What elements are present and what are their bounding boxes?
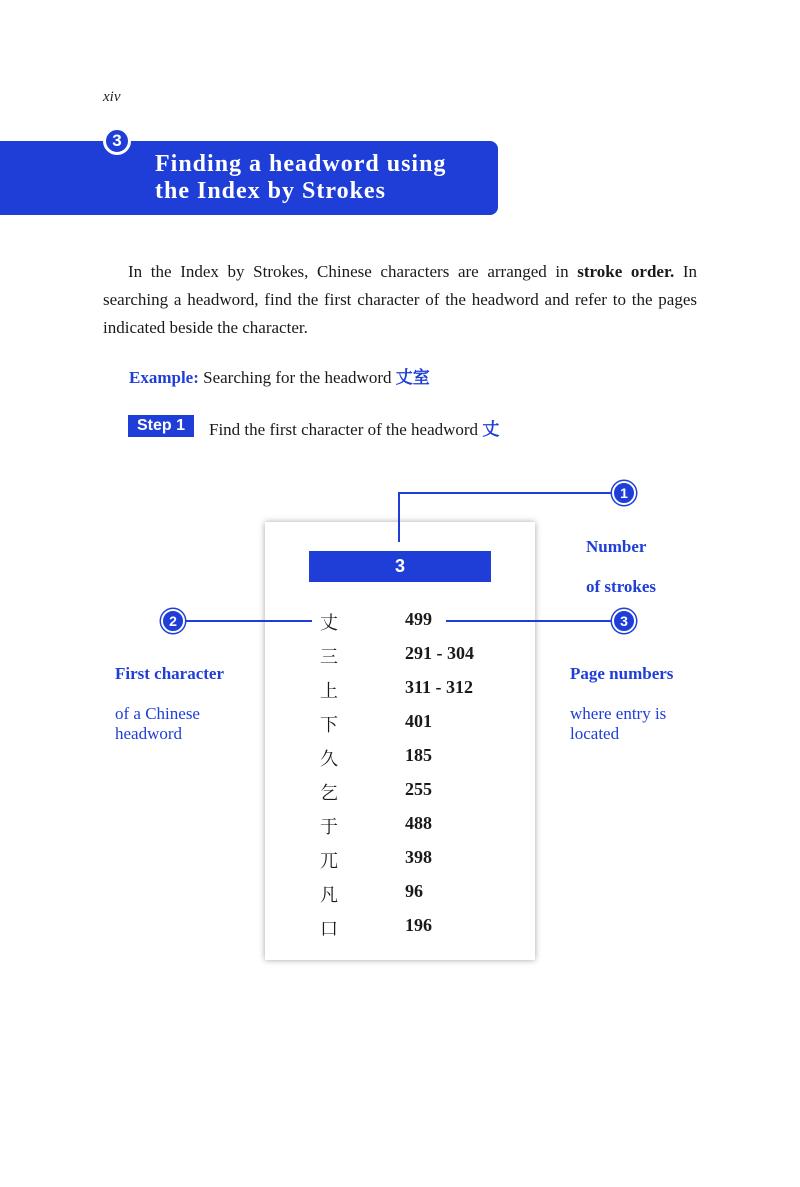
callout-1-subtitle: of strokes (586, 577, 657, 596)
step-text (209, 415, 499, 440)
callout-3-title: Page numbers (570, 664, 674, 683)
index-pages: 488 (405, 813, 432, 833)
index-pages: 255 (405, 779, 432, 799)
page-number: xiv (103, 89, 121, 105)
step-instruction: Find the first character of the headword (209, 420, 483, 439)
callout-1-vertical-line (398, 492, 400, 542)
index-row (320, 677, 520, 707)
index-row (320, 881, 520, 911)
index-row (320, 643, 520, 673)
stroke-count-bar: 3 (309, 551, 491, 582)
index-character: 下 (320, 715, 338, 736)
index-pages: 499 (405, 609, 432, 629)
index-pages: 291 - 304 (405, 643, 474, 663)
example-headword: 丈室 (395, 368, 430, 388)
callout-2-label (115, 644, 224, 744)
index-character: 上 (320, 681, 338, 702)
index-row (320, 745, 520, 775)
index-character: 久 (320, 749, 338, 770)
callout-2-title: First character (115, 664, 225, 683)
callout-2-subtitle: of a Chinese headword (115, 704, 200, 743)
index-character: 于 (320, 817, 338, 838)
index-row (320, 847, 520, 877)
callout-2-badge: 2 (161, 609, 185, 633)
callout-3-label (570, 644, 673, 744)
intro-bold: stroke order. (577, 262, 675, 281)
callout-1-badge: 1 (612, 481, 636, 505)
index-character: 三 (320, 647, 338, 668)
index-row (320, 915, 520, 945)
example-text: Searching for the headword (198, 368, 396, 387)
index-pages: 196 (405, 915, 432, 935)
index-pages: 401 (405, 711, 432, 731)
intro-paragraph (103, 258, 697, 342)
index-pages: 185 (405, 745, 432, 765)
step-character: 丈 (482, 420, 500, 440)
intro-text-1: In the Index by Strokes, Chinese characters are arranged in (128, 262, 578, 281)
section-number-badge: 3 (103, 127, 131, 155)
index-row (320, 813, 520, 843)
example-line (129, 363, 430, 388)
index-pages: 311 - 312 (405, 677, 474, 697)
index-character: 兀 (320, 851, 338, 872)
callout-1-title: Number (586, 537, 647, 556)
index-pages: 96 (405, 881, 423, 901)
callout-3-line (446, 620, 614, 622)
index-character: 丈 (320, 613, 338, 634)
index-character: 凡 (320, 885, 338, 906)
callout-1-label (586, 517, 656, 597)
index-pages: 398 (405, 847, 432, 867)
section-banner (0, 141, 498, 215)
section-title: Finding a headword using the Index by Strokes (155, 151, 447, 204)
index-row (320, 779, 520, 809)
callout-3-subtitle: where entry is located (570, 704, 667, 743)
index-character: 乞 (320, 783, 338, 804)
callout-3-badge: 3 (612, 609, 636, 633)
callout-1-horizontal-line (398, 492, 614, 494)
example-label: Example: (129, 368, 199, 387)
callout-2-line (183, 620, 312, 622)
intro-text-2: In searching a headword, find the first character of the headword and refer to the pages indicated beside the character. (103, 262, 697, 337)
index-character: 口 (320, 919, 338, 940)
index-row (320, 711, 520, 741)
index-row (320, 609, 520, 639)
step-badge: Step 1 (128, 415, 194, 437)
